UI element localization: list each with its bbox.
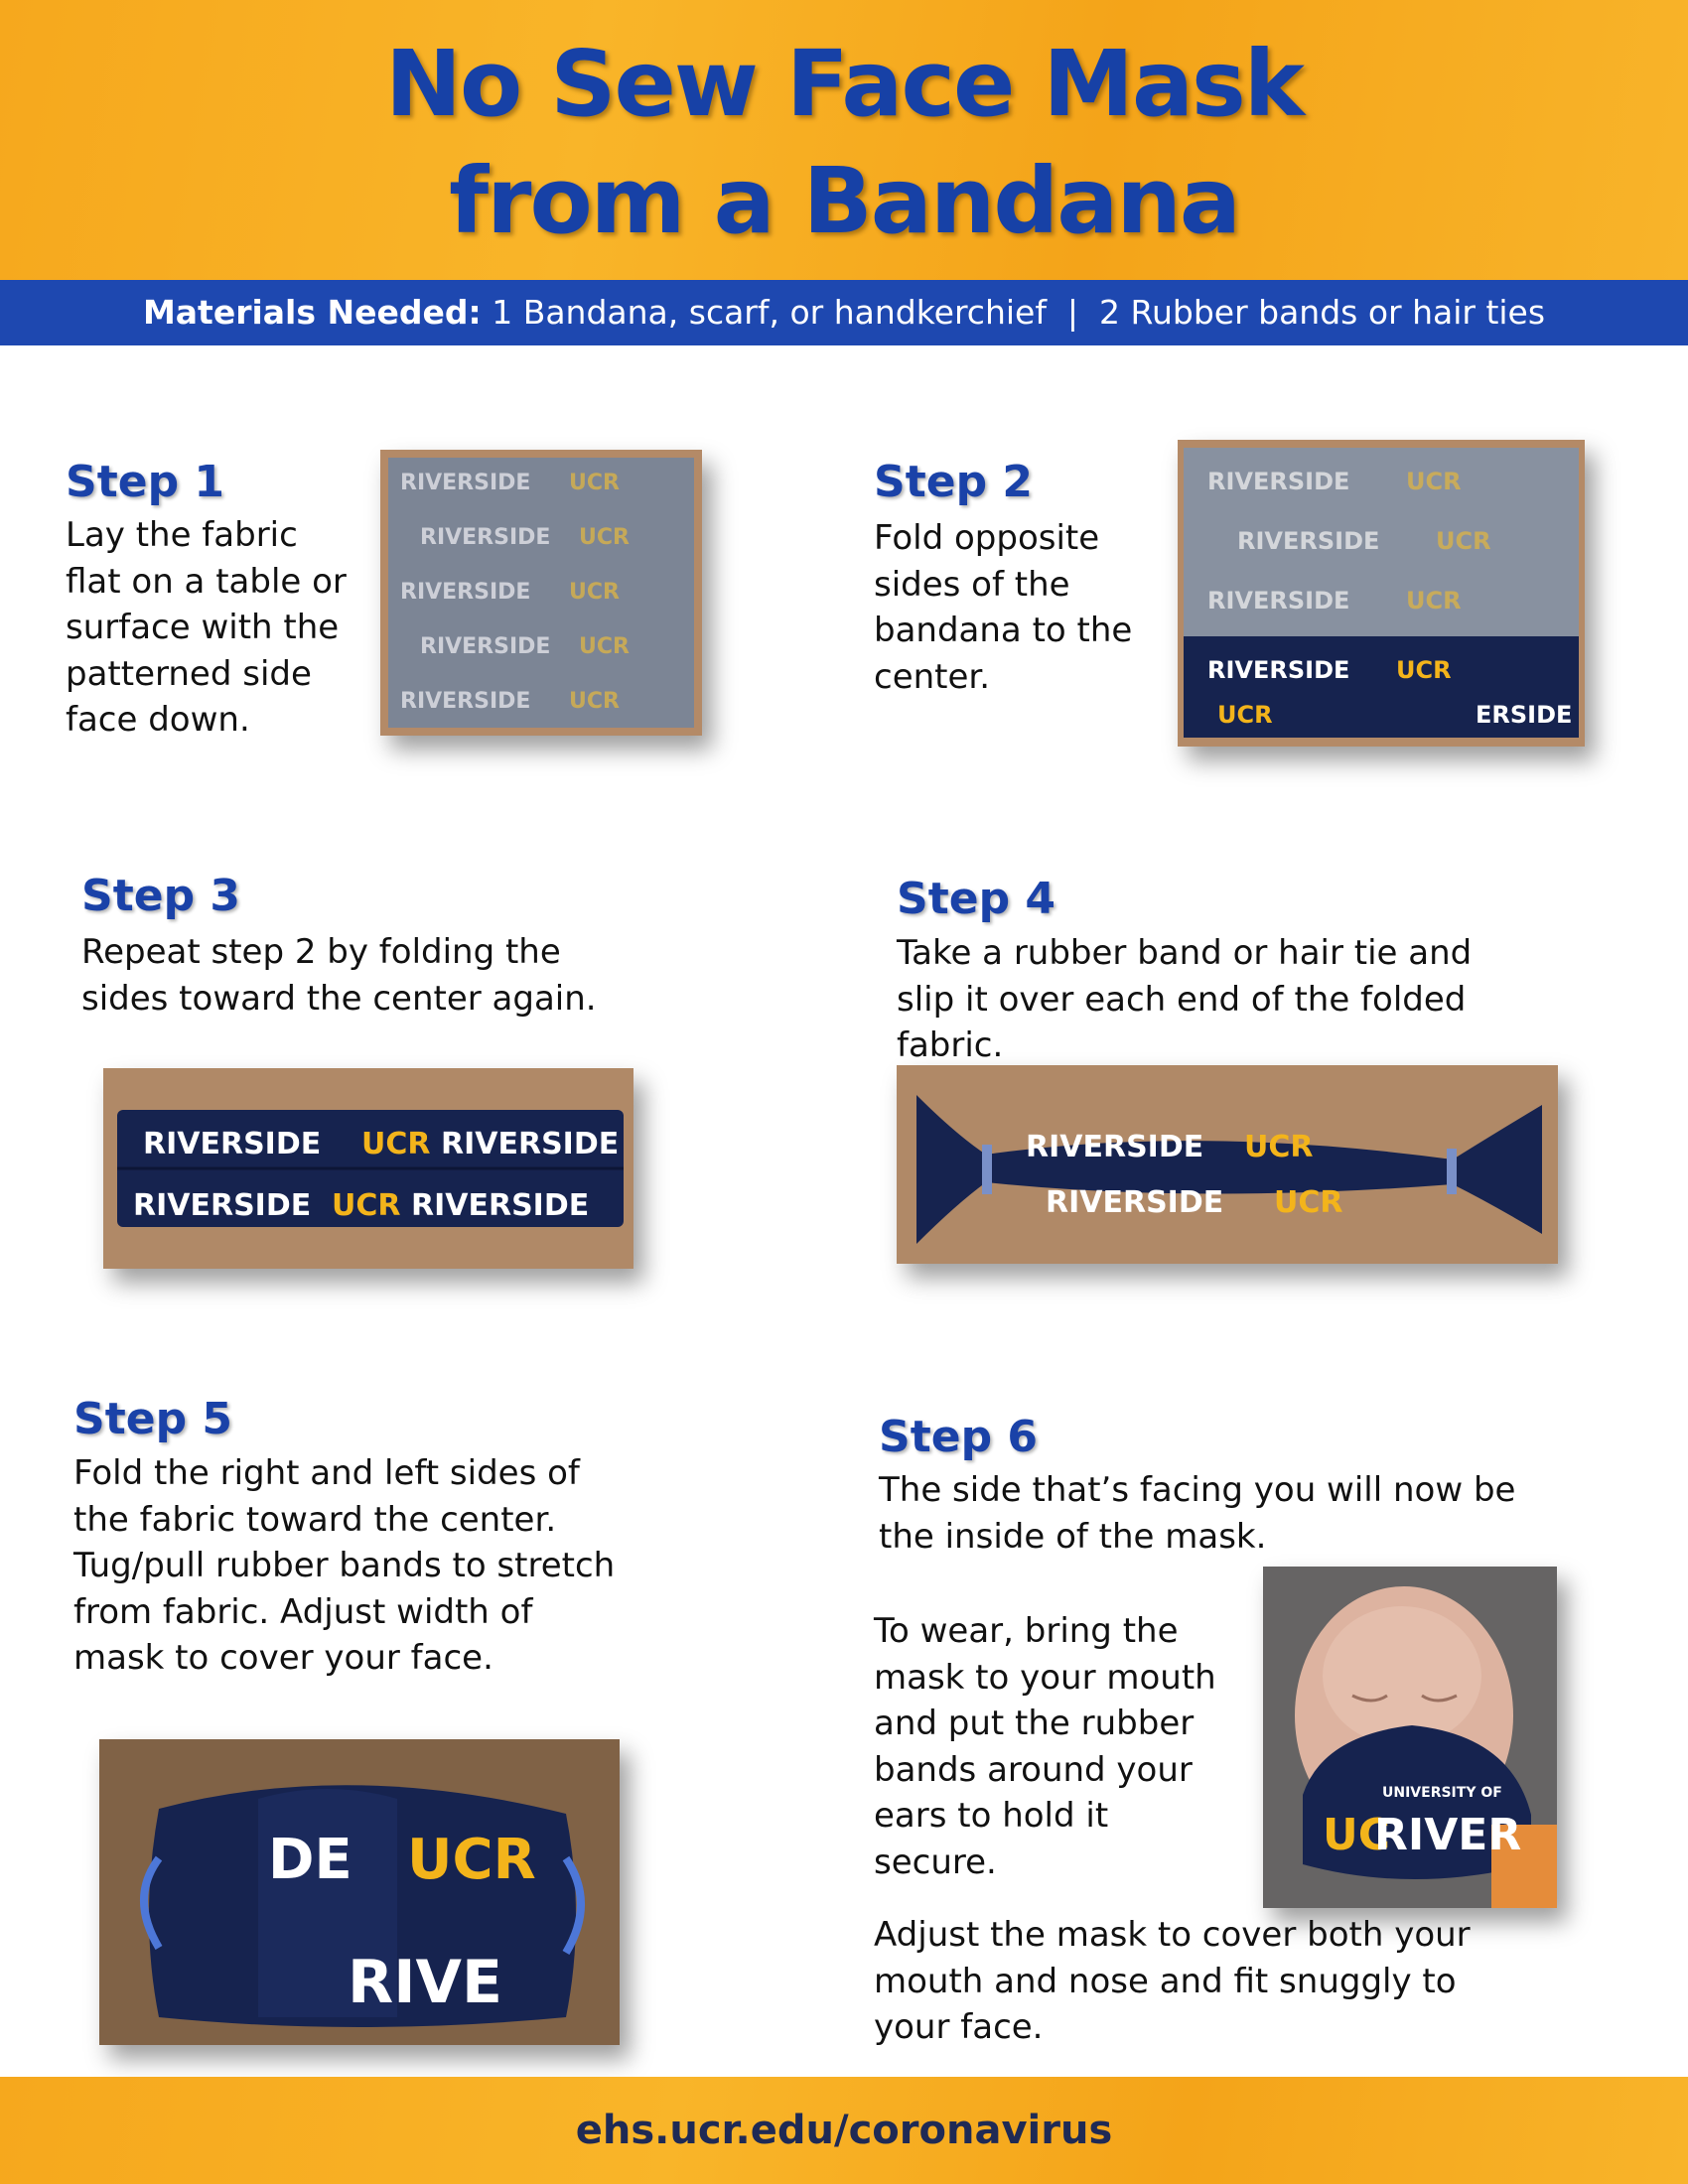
step-4-heading: Step 4: [897, 874, 1055, 924]
step-1-fabric-ucr-5: UCR: [569, 689, 620, 714]
step-6-mask-univ: UNIVERSITY OF: [1382, 1785, 1502, 1801]
step-4-photo: [897, 1065, 1558, 1264]
step-3-fabric-text-4: RIVERSIDE: [411, 1188, 590, 1223]
step-3-fabric-text-3: RIVERSIDE: [133, 1188, 312, 1223]
step-5-fabric-text-2: RIVE: [348, 1948, 502, 2017]
step-2-photo: [1178, 440, 1585, 747]
materials-text: 1 Bandana, scarf, or handkerchief | 2 Rubber bands or hair ties: [492, 293, 1546, 332]
step-1-fabric-text-4: RIVERSIDE: [420, 634, 551, 659]
step-2-fabric-text-3: RIVERSIDE: [1207, 587, 1350, 614]
step-6-adjust-text: Adjust the mask to cover both your mouth and nose and fit snuggly to your face.: [874, 1915, 1471, 2047]
step-2-navy-ucr: UCR: [1396, 656, 1452, 684]
step-4-fabric-ucr: UCR: [1244, 1130, 1314, 1164]
step-1-photo: [380, 450, 702, 736]
page-title: [0, 26, 1688, 260]
step-2-navy-text-2: ERSIDE: [1476, 701, 1573, 729]
step-6-mask-uc: UC: [1323, 1810, 1391, 1860]
step-2-navy-text: RIVERSIDE: [1207, 656, 1350, 684]
step-2-fabric-ucr-2: UCR: [1436, 527, 1491, 555]
step-4-fabric-text-2: RIVERSIDE: [1046, 1185, 1224, 1220]
step-2-heading: Step 2: [874, 457, 1033, 507]
header-banner: [0, 0, 1688, 280]
step-1-fabric-text: RIVERSIDE: [400, 471, 531, 495]
step-3-photo: [103, 1068, 633, 1269]
step-5-text: Fold the right and left sides of the fabric toward the center. Tug/pull rubber bands to stretch from fabric. Adjust width of mask to cover your face.: [73, 1453, 616, 1678]
step-1-fabric-text-2: RIVERSIDE: [420, 525, 551, 550]
step-6-photo: [1263, 1567, 1557, 1908]
step-2-fabric-ucr-3: UCR: [1406, 587, 1462, 614]
step-4-fabric-ucr-2: UCR: [1274, 1185, 1343, 1220]
step-3-fabric-ucr-2: UCR: [332, 1188, 401, 1223]
step-3-fabric-text: RIVERSIDE: [143, 1127, 322, 1161]
step-5-photo: [99, 1739, 620, 2045]
step-3-fabric-text-2: RIVERSIDE: [441, 1127, 620, 1161]
materials-bar: [0, 280, 1688, 345]
step-3-text: Repeat step 2 by folding the sides toward the center again.: [81, 932, 597, 1019]
step-4-fabric-text: RIVERSIDE: [1026, 1130, 1204, 1164]
step-5-fabric-ucr: UCR: [407, 1828, 536, 1892]
step-3-fabric-ucr: UCR: [361, 1127, 431, 1161]
step-6-heading: Step 6: [879, 1412, 1038, 1462]
step-1-fabric-ucr-2: UCR: [579, 525, 630, 550]
step-1-fabric-text-3: RIVERSIDE: [400, 580, 531, 605]
title-line-1: No Sew Face Mask: [385, 31, 1303, 137]
step-6-mask-text: RIVER: [1374, 1810, 1522, 1860]
step-1-heading: Step 1: [66, 457, 224, 507]
materials-label: Materials Needed:: [142, 293, 482, 332]
step-1-fabric-ucr-3: UCR: [569, 580, 620, 605]
step-1-fabric-text-5: RIVERSIDE: [400, 689, 531, 714]
footer-url-link[interactable]: ehs.ucr.edu/coronavirus: [575, 2108, 1113, 2153]
step-6-wear-text: To wear, bring the mask to your mouth and put the rubber bands around your ears to hold it secure.: [874, 1611, 1216, 1882]
step-6-text: The side that’s facing you will now be the inside of the mask.: [879, 1470, 1516, 1557]
step-1-fabric-ucr-4: UCR: [579, 634, 630, 659]
title-line-2: from a Bandana: [449, 148, 1239, 254]
step-2-fabric-text: RIVERSIDE: [1207, 468, 1350, 495]
step-1-text: Lay the fabric flat on a table or surface with the patterned side face down.: [66, 515, 347, 740]
step-2-fabric-text-2: RIVERSIDE: [1237, 527, 1380, 555]
footer-banner: [0, 2077, 1688, 2184]
step-4-text: Take a rubber band or hair tie and slip it over each end of the folded fabric.: [897, 933, 1473, 1065]
step-3-heading: Step 3: [81, 871, 240, 921]
step-1-fabric-ucr: UCR: [569, 471, 620, 495]
step-2-fabric-ucr: UCR: [1406, 468, 1462, 495]
step-2-text: Fold opposite sides of the bandana to the center.: [874, 518, 1133, 697]
step-5-fabric-text: DE: [268, 1828, 352, 1892]
step-5-heading: Step 5: [73, 1394, 232, 1444]
step-2-navy-ucr-2: UCR: [1217, 701, 1273, 729]
